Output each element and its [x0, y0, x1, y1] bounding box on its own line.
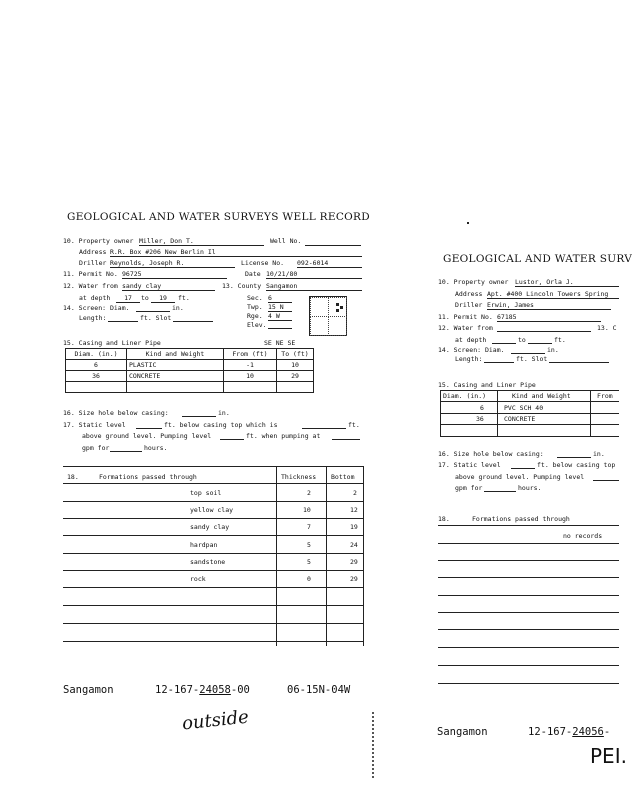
api-suffix: -00 — [230, 684, 250, 696]
formation-name: sandy clay — [190, 523, 230, 531]
left-well-no-label: Well No. — [270, 237, 302, 245]
right-water-from-label: 12. Water from — [438, 324, 493, 332]
right-driller-label: Driller — [455, 301, 483, 309]
right-static-2: ft. below casing top — [537, 461, 616, 469]
left-water-from-label: 12. Water from — [63, 282, 118, 290]
left-sec-label: Sec. — [247, 294, 263, 302]
left-water-from-value: sandy clay — [122, 283, 215, 291]
right-slot-label: ft. Slot — [516, 355, 548, 363]
left-static-ft: ft. — [348, 421, 360, 429]
rule — [438, 595, 619, 596]
left-size-hole-line — [182, 416, 216, 417]
left-owner-label: 10. Property owner — [63, 237, 134, 245]
left-driller-label: Driller — [79, 259, 107, 267]
left-size-hole-in: in. — [218, 409, 230, 417]
formation-thickness: 0 — [307, 575, 311, 583]
left-length-line — [108, 321, 138, 322]
left-formations-table — [63, 466, 363, 646]
left-permit-label: 11. Permit No. — [63, 270, 118, 278]
left-record-title: GEOLOGICAL AND WATER SURVEYS WELL RECORD — [67, 211, 370, 223]
right-formations-number: 18. — [438, 515, 450, 523]
right-formations-label: Formations passed through — [472, 515, 570, 523]
left-license-label: License No. — [241, 259, 285, 267]
table-row — [66, 371, 314, 382]
formation-thickness: 2 — [307, 489, 311, 497]
left-screen-label: 14. Screen: Diam. — [63, 304, 130, 312]
left-rge-value: 4 W — [268, 313, 292, 321]
right-depth-ft: ft. — [554, 336, 566, 344]
left-bottom-label: Bottom — [331, 473, 355, 481]
right-length-label: Length: — [455, 355, 483, 363]
right-permit-value: 67185 — [497, 314, 601, 322]
casing-kind: CONCRETE — [127, 371, 224, 382]
table-row — [66, 382, 314, 393]
left-well-no-line — [305, 245, 361, 246]
right-casing-header-diam: Diam. (in.) — [443, 392, 487, 400]
static-line — [332, 439, 360, 440]
right-footer-county: Sangamon — [437, 726, 488, 738]
right-county-label: 13. C — [597, 324, 617, 332]
formation-thickness: 10 — [303, 506, 311, 514]
right-size-hole-in: in. — [593, 450, 605, 458]
right-water-from-line — [497, 331, 591, 332]
rule — [438, 665, 619, 666]
casing-diam: 6 — [66, 360, 127, 371]
formation-bottom: 12 — [350, 506, 358, 514]
api-number: 24058 — [199, 684, 231, 696]
formation-thickness: 5 — [307, 541, 311, 549]
formation-bottom: 29 — [350, 575, 358, 583]
right-casing-header-from: From — [597, 392, 613, 400]
left-static-4: ft. when pumping at — [246, 432, 321, 440]
right-address-value: Apt. #400 Lincoln Towers Spring — [487, 291, 619, 299]
rule — [438, 577, 619, 578]
right-depth-from-line — [492, 343, 516, 344]
right-casing-kind: PVC SCH 40 — [504, 404, 544, 412]
right-size-hole-line — [557, 457, 591, 458]
left-formations-label: Formations passed through — [99, 473, 197, 481]
right-depth-to-line — [528, 343, 552, 344]
right-static-3: above ground level. Pumping level — [455, 473, 585, 481]
left-footer-api — [155, 684, 250, 696]
left-driller-value: Reynolds, Joseph R. — [110, 260, 235, 268]
left-static-6: hours. — [144, 444, 168, 452]
right-length-line — [484, 362, 514, 363]
speck — [467, 222, 469, 224]
handwritten-note: outside — [181, 706, 250, 735]
left-screen-in: in. — [172, 304, 184, 312]
formation-bottom: 24 — [350, 541, 358, 549]
right-depth-to-label: to — [518, 336, 526, 344]
right-screen-in: in. — [547, 346, 559, 354]
static-line — [484, 491, 516, 492]
right-screen-label: 14. Screen: Diam. — [438, 346, 505, 354]
rule — [438, 560, 619, 561]
api-number: 24056 — [572, 726, 604, 738]
right-slot-line — [549, 362, 609, 363]
right-casing-diam: 36 — [476, 415, 484, 423]
formation-thickness: 5 — [307, 558, 311, 566]
rule — [438, 612, 619, 613]
static-line — [302, 428, 346, 429]
formation-name: yellow clay — [190, 506, 234, 514]
left-location: SE NE SE — [264, 339, 296, 347]
right-casing-label: 15. Casing and Liner Pipe — [438, 381, 536, 389]
casing-header-kind: Kind and Weight — [127, 349, 224, 360]
left-casing-table — [65, 348, 314, 393]
formation-bottom: 29 — [350, 558, 358, 566]
left-static-3: above ground level. Pumping level — [82, 432, 212, 440]
rule — [438, 629, 619, 630]
casing-to: 10 — [277, 360, 314, 371]
rule — [438, 543, 619, 544]
left-elev-label: Elev. — [247, 321, 267, 329]
right-stamp: PEI. — [590, 744, 627, 768]
casing-diam: 36 — [66, 371, 127, 382]
casing-kind: PLASTIC — [127, 360, 224, 371]
left-owner-value: Miller, Don T. — [139, 238, 264, 246]
right-no-records: no records — [563, 532, 603, 540]
right-owner-label: 10. Property owner — [438, 278, 509, 286]
right-casing-table — [440, 390, 619, 436]
left-thickness-label: Thickness — [281, 473, 317, 481]
formation-name: sandstone — [190, 558, 226, 566]
left-formations-number: 18. — [67, 473, 79, 481]
rule — [438, 525, 619, 526]
static-line — [110, 451, 142, 452]
formation-name: top soil — [190, 489, 222, 497]
table-row — [66, 349, 314, 360]
casing-to: 29 — [277, 371, 314, 382]
left-static-1: 17. Static level — [63, 421, 126, 429]
left-slot-label: ft. Slot — [140, 314, 172, 322]
casing-from: 10 — [224, 371, 277, 382]
right-casing-header-kind: Kind and Weight — [512, 392, 571, 400]
formation-bottom: 2 — [353, 489, 357, 497]
left-size-hole-label: 16. Size hole below casing: — [63, 409, 169, 417]
left-depth-to: 19 — [151, 295, 175, 303]
left-date-label: Date — [245, 270, 261, 278]
left-slot-line — [173, 321, 213, 322]
right-static-4: gpm for — [455, 484, 483, 492]
right-footer-api — [528, 726, 610, 738]
static-line — [593, 480, 619, 481]
formation-bottom: 19 — [350, 523, 358, 531]
static-line — [136, 428, 162, 429]
left-address-value: R.R. Box #206 New Berlin Il — [110, 249, 362, 257]
left-static-2: ft. below casing top which is — [164, 421, 278, 429]
left-footer-county: Sangamon — [63, 684, 114, 696]
formation-thickness: 7 — [307, 523, 311, 531]
left-length-label: Length: — [79, 314, 107, 322]
left-static-5: gpm for — [82, 444, 110, 452]
api-prefix: 12-167- — [528, 726, 573, 738]
formation-name: hardpan — [190, 541, 218, 549]
table-row — [66, 360, 314, 371]
right-casing-diam: 6 — [480, 404, 484, 412]
left-depth-label: at depth — [79, 294, 111, 302]
left-footer-location: 06-15N-04W — [287, 684, 351, 696]
casing-header-from: From (ft) — [224, 349, 277, 360]
right-static-5: hours. — [518, 484, 542, 492]
right-size-hole-label: 16. Size hole below casing: — [438, 450, 544, 458]
left-casing-label: 15. Casing and Liner Pipe — [63, 339, 161, 347]
left-sec-value: 6 — [268, 295, 292, 303]
left-license-value: 092-6014 — [297, 260, 362, 268]
api-prefix: 12-167- — [155, 684, 200, 696]
formation-name: rock — [190, 575, 206, 583]
static-line — [220, 439, 244, 440]
right-address-label: Address — [455, 290, 483, 298]
right-permit-label: 11. Permit No. — [438, 313, 493, 321]
left-depth-from: 17 — [116, 295, 140, 303]
right-casing-kind: CONCRETE — [504, 415, 536, 423]
left-depth-to-label: to — [141, 294, 149, 302]
static-line — [511, 468, 535, 469]
left-county-label: 13. County — [222, 282, 262, 290]
left-rge-label: Rge. — [247, 312, 263, 320]
casing-header-to: To (ft) — [277, 349, 314, 360]
right-record-title: GEOLOGICAL AND WATER SURV — [443, 253, 632, 265]
left-date-value: 10/21/80 — [266, 271, 362, 279]
casing-from: -1 — [224, 360, 277, 371]
left-screen-diam-line — [136, 311, 170, 312]
right-driller-value: Erwin, James — [487, 302, 611, 310]
edge-mark — [372, 712, 378, 778]
right-static-1: 17. Static level — [438, 461, 501, 469]
right-screen-line — [511, 353, 545, 354]
left-address-label: Address — [79, 248, 107, 256]
rule — [438, 683, 619, 684]
left-twp-value: 15 N — [268, 304, 292, 312]
left-county-value: Sangamon — [266, 283, 362, 291]
right-depth-label: at depth — [455, 336, 487, 344]
left-twp-label: Twp. — [247, 303, 263, 311]
right-owner-value: Lustor, Orla J. — [515, 279, 619, 287]
left-section-grid — [309, 296, 347, 336]
rule — [438, 647, 619, 648]
left-permit-value: 96725 — [122, 271, 227, 279]
left-elev-line — [268, 328, 292, 329]
casing-header-diam: Diam. (in.) — [66, 349, 127, 360]
api-suffix: - — [603, 726, 611, 738]
left-depth-ft: ft. — [178, 294, 190, 302]
